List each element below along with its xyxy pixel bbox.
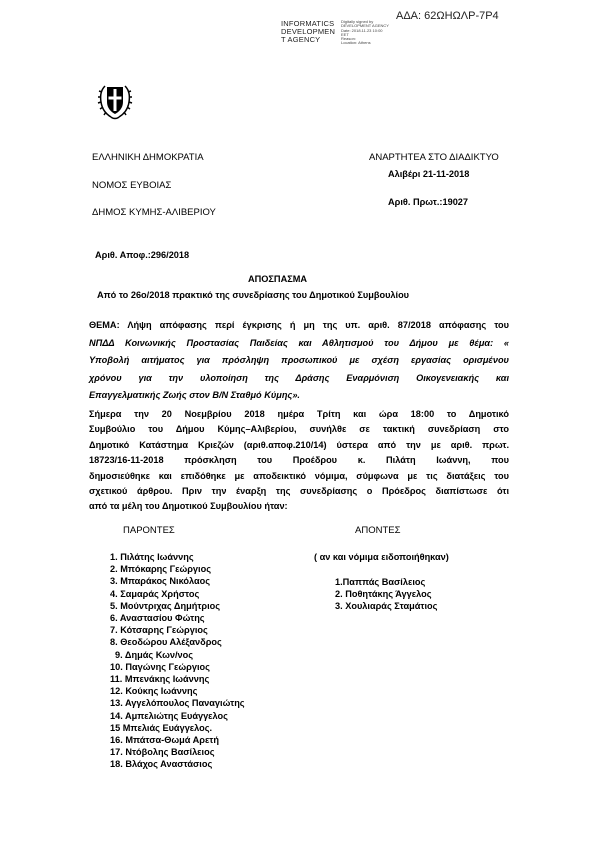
body-line: δημοσιεύθηκε και επιδόθηκε με αποδεικτικό νόμιμα, σύμφωνα με τις διατάξεις του	[89, 470, 509, 481]
list-item: 2. Μπόκαρης Γεώργιος	[110, 564, 211, 575]
list-item: 15 Μπελιάς Ευάγγελος.	[110, 722, 213, 733]
subject-line: ΘΕΜΑ: Λήψη απόφασης περί έγκρισης ή μη της υπ. αριθ. 87/2018 απόφασης του	[89, 320, 509, 330]
body-line: 18723/16-11-2018 πρόσκληση του Προέδρου κ. Πιλάτη Ιωάννη, που	[89, 455, 509, 466]
stamp-line: T AGENCY	[281, 35, 321, 44]
subject-line: ΝΠΔΔ Κοινωνικής Προστασίας Παιδείας και Αθλητισμού του Δήμου με θέμα: «	[89, 337, 509, 348]
meeting-paragraph	[89, 407, 509, 515]
stamp-detail: DEVELOPMENT AGENCY	[341, 23, 389, 29]
extract-subtitle: Από το 26ο/2018 πρακτικό της συνεδρίασης του Δημοτικού Συμβουλίου	[97, 290, 410, 300]
greek-coat-of-arms-icon	[97, 80, 133, 120]
document-date: Αλιβέρι 21-11-2018	[388, 169, 470, 179]
absent-members-list	[335, 576, 437, 613]
list-item: 9. Δημάς Κων/νος	[115, 649, 194, 660]
list-item: 1. Πιλάτης Ιωάννης	[110, 552, 194, 562]
stamp-detail: EET	[341, 31, 349, 37]
protocol-number: Αριθ. Πρωτ.:19027	[388, 197, 469, 207]
list-item: 7. Κότσαρης Γεώργιος	[110, 625, 208, 636]
list-item: 5. Μούντριχας Δημήτριος	[110, 600, 221, 611]
signature-stamp-details	[341, 20, 401, 46]
absent-heading: ΑΠΟΝΤΕΣ	[355, 525, 401, 536]
stamp-detail: Location: Athens	[341, 40, 371, 46]
present-members-list	[110, 551, 245, 771]
republic-header: ΕΛΛΗΝΙΚΗ ΔΗΜΟΚΡΑΤΙΑ	[92, 152, 204, 163]
body-line: Σήμερα την 20 Νοεμβρίου 2018 ημέρα Τρίτη και ώρα 18:00 το Δημοτικό	[89, 409, 509, 419]
list-item: 12. Κούκης Ιωάννης	[110, 686, 198, 697]
list-item: 2. Ποθητάκης Άγγελος	[335, 589, 432, 600]
ada-code: ΑΔΑ: 62ΩΗΩΛΡ-7Ρ4	[396, 10, 499, 22]
list-item: 13. Αγγελόπουλος Παναγιώτης	[110, 698, 245, 709]
present-heading: ΠΑΡΟΝΤΕΣ	[123, 525, 175, 536]
subject-line: Υποβολή αιτήματος για πρόσληψη προσωπικού με σχέση εργασίας ορισμένου	[89, 355, 509, 365]
posted-online-label: ΑΝΑΡΤΗΤΕΑ ΣΤΟ ΔΙΑΔΙΚΤΥΟ	[369, 152, 499, 163]
subject-line: Επαγγελματικής Ζωής στον Β/Ν Σταθμό Κύμης».	[89, 390, 300, 400]
stamp-detail: Digitally signed by	[341, 19, 374, 24]
list-item: 17. Ντόβολης Βασίλειος	[110, 747, 215, 758]
list-item: 11. Μπενάκης Ιωάννης	[110, 674, 210, 685]
list-item: 4. Σαμαράς Χρήστος	[110, 588, 200, 599]
stamp-detail: Reason:	[341, 36, 356, 42]
body-line: από τα μέλη του Δημοτικού Συμβουλίου ήταν:	[89, 501, 288, 512]
signature-stamp-org	[281, 20, 335, 44]
extract-title: ΑΠΟΣΠΑΣΜΑ	[248, 274, 308, 284]
list-item: 10. Παγώνης Γεώργιος	[110, 661, 210, 672]
list-item: 14. Αμπελιώτης Ευάγγελος	[110, 710, 228, 721]
list-item: 3. Μπαράκος Νικόλαος	[110, 576, 211, 587]
subject-line: χρόνου για την υλοποίηση της Δράσης Εναρμόνιση Οικογενειακής και	[89, 372, 509, 383]
stamp-detail: Date: 2018.11.23 10:00	[341, 27, 383, 33]
list-item: 18. Βλάχος Αναστάσιος	[110, 759, 213, 770]
subject-paragraph	[89, 317, 509, 405]
stamp-line: INFORMATICS	[281, 19, 335, 28]
body-line: Συμβούλιο του Δήμου Κύμης–Αλιβερίου, συνήλθε σε τακτική συνεδρίαση στο	[89, 424, 509, 435]
stamp-line: DEVELOPMEN	[281, 27, 336, 36]
absent-note: ( αν και νόμιμα ειδοποιήθηκαν)	[314, 552, 449, 562]
list-item: 3. Χουλιαράς Σταμάτιος	[335, 601, 438, 612]
decision-number: Αριθ. Αποφ.:296/2018	[95, 250, 190, 260]
municipality-header: ΔΗΜΟΣ ΚΥΜΗΣ-ΑΛΙΒΕΡΙΟΥ	[92, 207, 216, 218]
list-item: 6. Αναστασίου Φώτης	[110, 613, 205, 624]
list-item: 8. Θεοδώρου Αλέξανδρος	[110, 637, 222, 648]
body-line: Δημοτικό Κατάστημα Κριεζών (αριθ.αποφ.210/14) ύστερα από την με αριθ. πρωτ.	[89, 439, 509, 450]
list-item: 1.Παππάς Βασίλειος	[335, 577, 426, 587]
prefecture-header: ΝΟΜΟΣ ΕΥΒΟΙΑΣ	[92, 180, 172, 191]
list-item: 16. Μπάτσα-Θωμά Αρετή	[110, 735, 220, 746]
body-line: σχετικού άρθρου. Πριν την έναρξη της συνεδρίασης ο Πρόεδρος διαπίστωσε ότι	[89, 486, 509, 497]
